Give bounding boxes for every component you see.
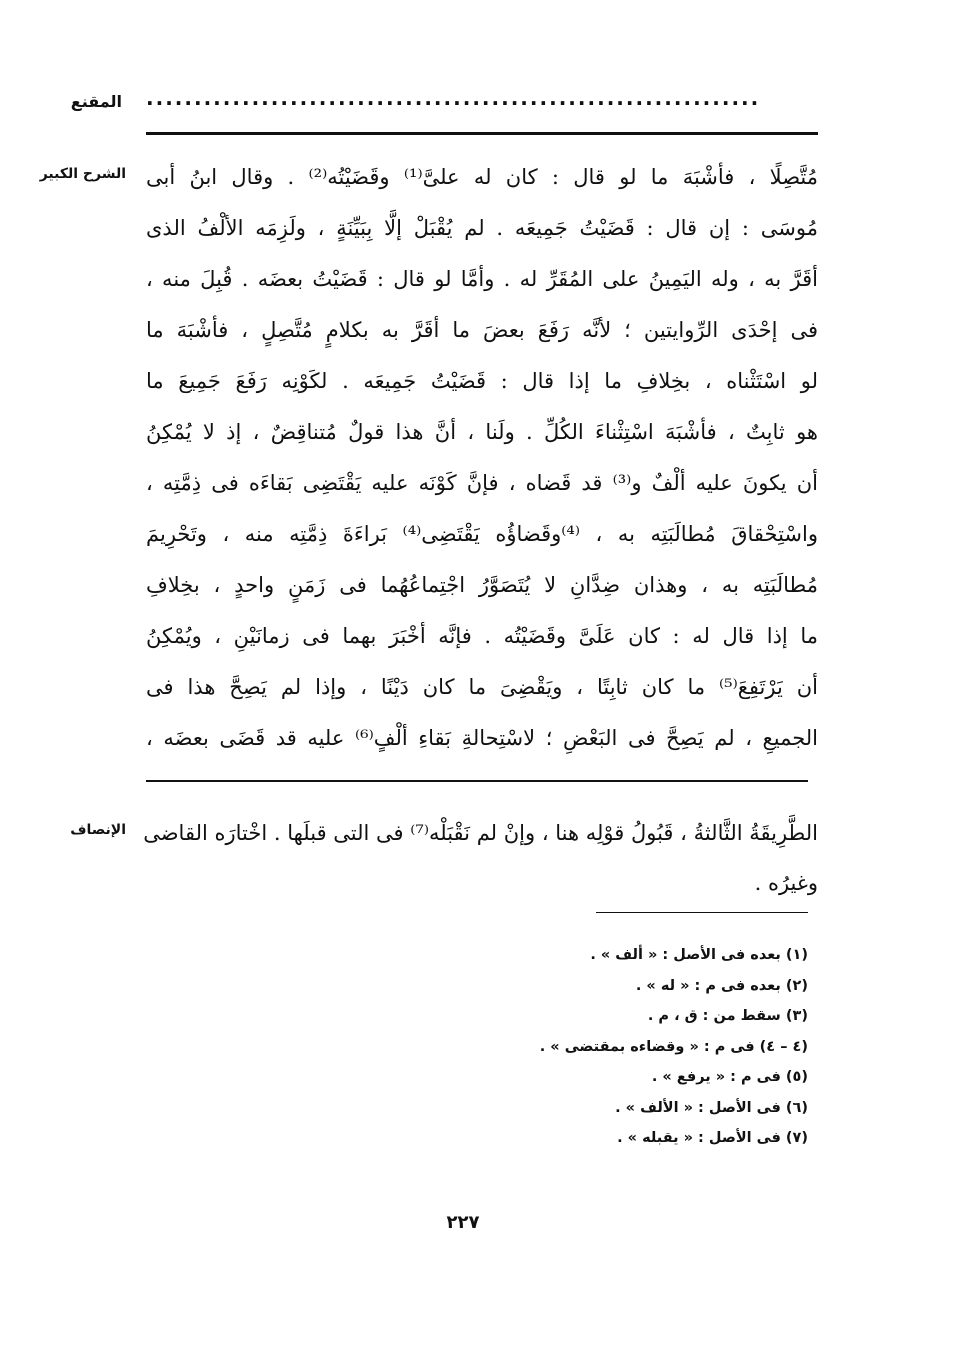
text-line: مُوسَى : إن قال : قَضَيْتُ جَمِيعَه . لم يُقْبَلْ إلَّا بِبَيِّنَةٍ ، ولَزِمَه الألْفُ الذى xyxy=(146,216,818,240)
text-line: الجميعِ ، لم يَصِحَّ فى البَعْضِ ؛ لاسْتِحالةِ بَقاءِ ألْفٍ⁽⁶⁾ عليه قد قَضَى بعضَه ، xyxy=(146,726,818,750)
text-line: مُتَّصِلًا ، فأشْبَهَ ما لو قال : كان له علىَّ⁽¹⁾ وقَضَيْتُه⁽²⁾ . وقال ابنُ أبى xyxy=(146,165,818,189)
header-rule xyxy=(146,132,818,135)
sharh-text-block xyxy=(146,152,818,764)
footnote: (٥) فى م : « يرفع » . xyxy=(651,1069,808,1085)
text-line: ما إذا قال له : كان عَلَىَّ وقَضَيْتُه . فإنَّه أخْبَرَ بهما فى زمانَيْنِ ، ويُمْكِنُ xyxy=(146,624,818,648)
text-line: فى إحْدَى الرِّوايتين ؛ لأنَّه رَفَعَ بعضَ ما أقَرَّ به بكلامٍ مُتَّصِلٍ ، فأشْبَهَ ما xyxy=(146,318,818,342)
text-line: لو اسْتَثْناه ، بخِلافِ ما إذا قال : قَضَيْتُ جَمِيعَه . لكَوْنِه رَفَعَ جَمِيعَ ما xyxy=(146,369,818,393)
text-line: الطَّرِيقَةُ الثَّالثةُ ، قَبُولُ قوْلِه هنا ، وإنْ لم نَقْبَلْه⁽⁷⁾ فى التى قبلَها . اخْتارَه القاضى xyxy=(143,821,818,845)
text-line: وغيرُه . xyxy=(754,871,818,895)
footnote: (٦) فى الأصل : « الألف » . xyxy=(615,1099,808,1116)
text-line: واسْتِحْقاقَ مُطالَبَتِه به ، ⁽⁴⁾وقَضاؤُه يَقْتَضِى⁽⁴⁾ بَراءَةَ ذِمَّتِه منه ، وتَحْرِيمَ xyxy=(146,522,818,546)
text-line: أن يكونَ عليه ألْفٌ و⁽³⁾ قد قَضاه ، فإنَّ كَوْنَه عليه يَقْتَضِى بَقاءَه فى ذِمَّتِه ، xyxy=(146,471,818,495)
section-divider xyxy=(146,780,808,782)
footnote: (٣) سقط من : ق ، م . xyxy=(647,1008,808,1024)
footnote: (١) بعده فى الأصل : « ألف » . xyxy=(590,947,808,963)
insaf-text-block xyxy=(143,808,818,908)
footnote: (٤ – ٤) فى م : « وقضاءه بمقتضى » . xyxy=(539,1038,808,1055)
text-line: مُطالَبَتِه به ، وهذان ضِدَّانِ لا يُتَصَوَّرُ اجْتِماعُهُما فى زَمَنٍ واحدٍ ، بخِلافِ xyxy=(146,573,818,597)
text-line: أن يَرْتَفِعَ⁽⁵⁾ ما كان ثابِتًا ، ويَقْضِىَ ما كان دَيْنًا ، وإذا لم يَصِحَّ هذا فى xyxy=(146,675,818,699)
footnote: (٧) فى الأصل : « يقبله » . xyxy=(617,1130,808,1146)
section-label-insaf: الإنصاف xyxy=(70,822,126,838)
header-title: المقنع xyxy=(70,92,122,111)
footnote-rule xyxy=(596,912,808,913)
footnotes xyxy=(440,940,808,1154)
text-line: أقَرَّ به ، وله اليَمِينُ على المُقَرِّ له . وأمَّا لو قال : قَضَيْتُ بعضَه . قُبِلَ منه ، xyxy=(146,267,818,291)
page-number: ٢٢٧ xyxy=(446,1212,480,1233)
footnote: (٢) بعده فى م : « له » . xyxy=(635,977,808,994)
section-label-sharh: الشرح الكبير xyxy=(39,166,126,182)
text-line: هو ثابِتٌ ، فأشْبَهَ اسْتِثْناءَ الكُلِّ . ولَنا ، أنَّ هذا قولٌ مُتناقِضٌ ، إذ لا يُمْكِنُ xyxy=(146,420,818,444)
header-dotted-leader: ................................................................ xyxy=(146,86,761,110)
